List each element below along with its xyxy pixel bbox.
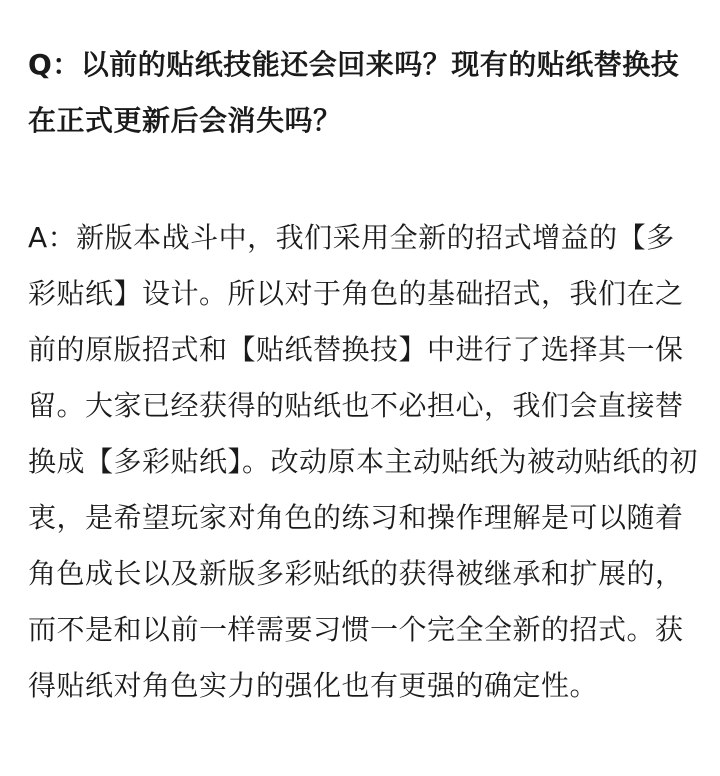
- faq-answer: A：新版本战斗中，我们采用全新的招式增益的【多彩贴纸】设计。所以对于角色的基础招式，我们在之前的原版招式和【贴纸替换技】中进行了选择其一保留。大家已经获得的贴纸也不必担心，我们会直接替换成【多彩贴纸】。改动原本主动贴纸为被动贴纸的初衷，是希望玩家对角色的练习和操作理解是可以随着角色成长以及新版多彩贴纸的获得被继承和扩展的，而不是和以前一样需要习惯一个完全全新的招式。获得贴纸对角色实力的强化也有更强的确定性。: [28, 221, 699, 702]
- faq-question: Q：以前的贴纸技能还会回来吗？现有的贴纸替换技在正式更新后会消失吗？: [28, 48, 680, 137]
